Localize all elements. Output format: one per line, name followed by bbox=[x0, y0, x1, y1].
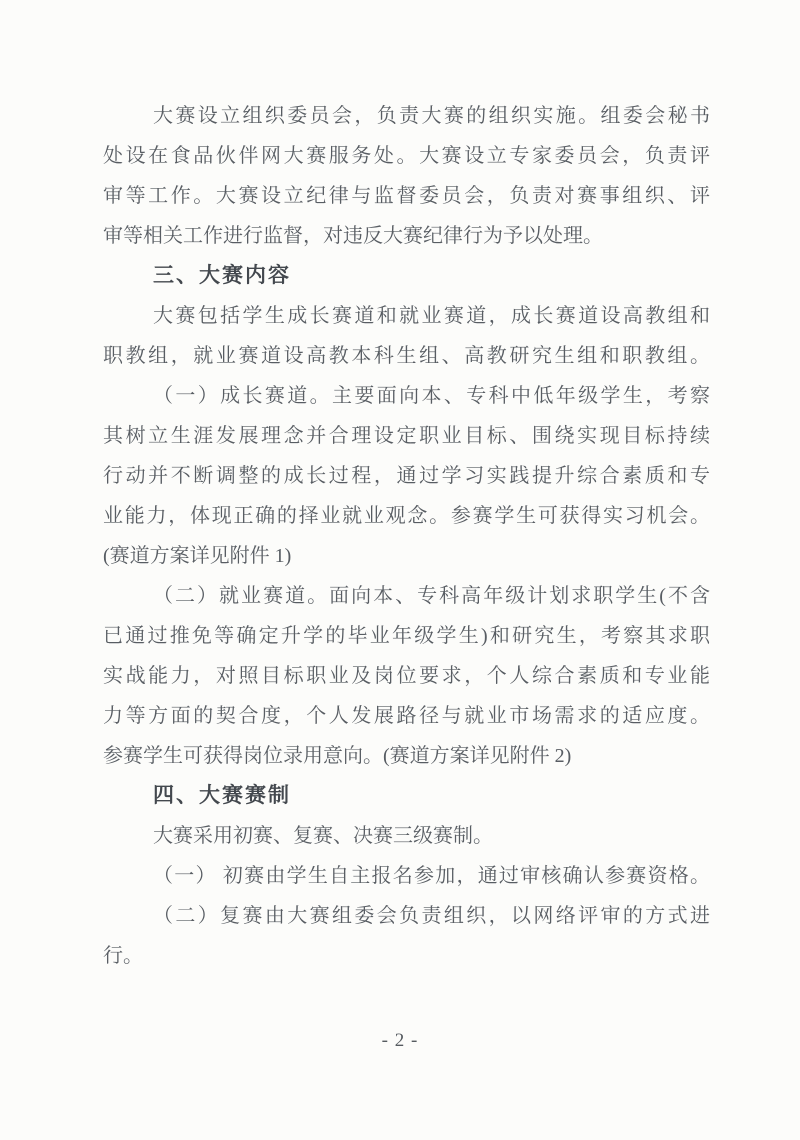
paragraph-employment-track-line: 参赛学生可获得岗位录用意向。(赛道方案详见附件 2) bbox=[103, 745, 572, 767]
paragraph-employment-track-line: 力等方面的契合度，个人发展路径与就业市场需求的适应度。 bbox=[103, 705, 710, 727]
paragraph-tracks-overview-line: 大赛包括学生成长赛道和就业赛道，成长赛道设高教组和 bbox=[153, 305, 710, 327]
paragraph-preliminary-round-line: （一） 初赛由学生自主报名参加，通过审核确认参赛资格。 bbox=[153, 865, 710, 887]
paragraph-committee-line: 审等相关工作进行监督，对违反大赛纪律行为予以处理。 bbox=[103, 225, 603, 247]
document-content bbox=[103, 96, 710, 976]
paragraph-second-round-line: 行。 bbox=[103, 945, 143, 967]
paragraph-format-overview-line: 大赛采用初赛、复赛、决赛三级赛制。 bbox=[153, 825, 493, 847]
paragraph-employment-track-line: 已通过推免等确定升学的毕业年级学生)和研究生，考察其求职 bbox=[103, 625, 710, 647]
paragraph-committee-line: 处设在食品伙伴网大赛服务处。大赛设立专家委员会，负责评 bbox=[103, 145, 710, 167]
section-heading-3: 三、大赛内容 bbox=[153, 264, 291, 287]
paragraph-second-round-line: （二）复赛由大赛组委会负责组织，以网络评审的方式进 bbox=[153, 905, 710, 927]
paragraph-committee-line: 大赛设立组织委员会，负责大赛的组织实施。组委会秘书 bbox=[153, 105, 710, 127]
page-number: - 2 - bbox=[381, 1030, 419, 1051]
section-heading-4: 四、大赛赛制 bbox=[153, 784, 291, 807]
paragraph-employment-track-line: 实战能力，对照目标职业及岗位要求，个人综合素质和专业能 bbox=[103, 665, 710, 687]
paragraph-growth-track-line: (赛道方案详见附件 1) bbox=[103, 545, 292, 567]
paragraph-growth-track-line: 业能力，体现正确的择业就业观念。参赛学生可获得实习机会。 bbox=[103, 505, 710, 527]
paragraph-tracks-overview-line: 职教组，就业赛道设高教本科生组、高教研究生组和职教组。 bbox=[103, 345, 710, 367]
paragraph-growth-track-line: 其树立生涯发展理念并合理设定职业目标、围绕实现目标持续 bbox=[103, 425, 710, 447]
paragraph-growth-track-line: 行动并不断调整的成长过程，通过学习实践提升综合素质和专 bbox=[103, 465, 710, 487]
paragraph-growth-track-line: （一）成长赛道。主要面向本、专科中低年级学生，考察 bbox=[153, 385, 710, 407]
paragraph-employment-track-line: （二）就业赛道。面向本、专科高年级计划求职学生(不含 bbox=[153, 585, 710, 607]
paragraph-committee-line: 审等工作。大赛设立纪律与监督委员会，负责对赛事组织、评 bbox=[103, 185, 710, 207]
